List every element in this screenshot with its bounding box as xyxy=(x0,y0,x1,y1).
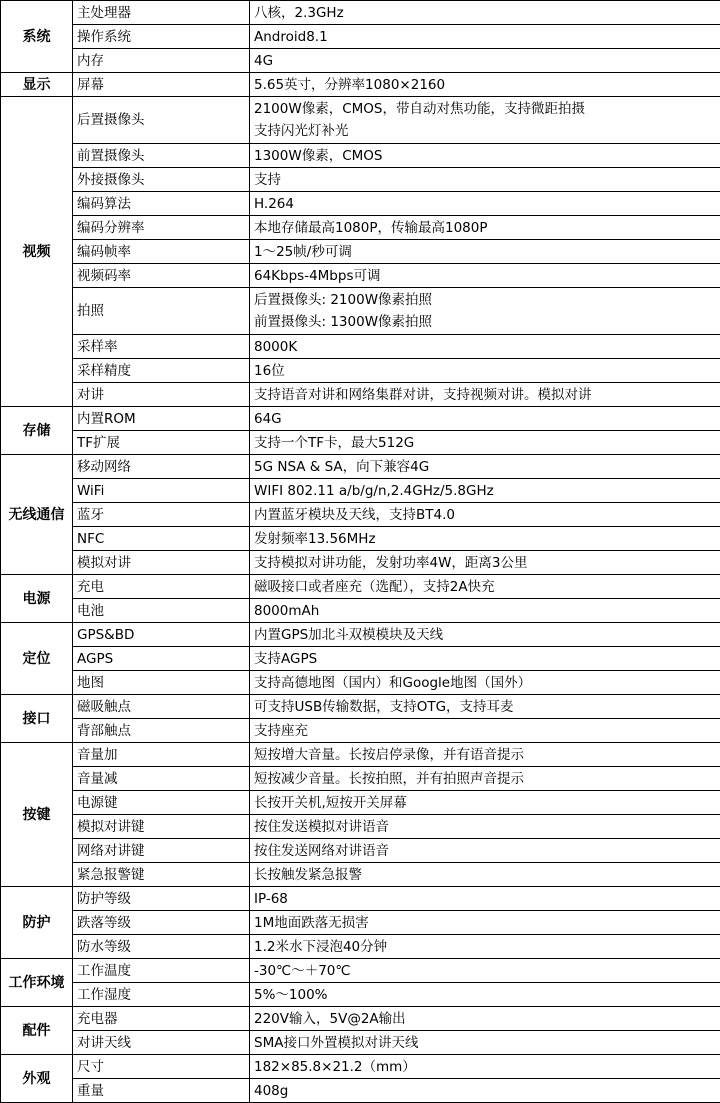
item-value-cell xyxy=(250,73,720,97)
spec-row xyxy=(1,935,720,959)
value-line: 5%～100% xyxy=(254,986,328,1003)
item-label-cell: 模拟对讲 xyxy=(73,551,250,575)
item-label-cell: TF扩展 xyxy=(73,431,250,455)
spec-row xyxy=(1,743,720,767)
category-cell: 显示 xyxy=(1,73,73,97)
spec-row xyxy=(1,623,720,647)
value-line: 1～25帧/秒可调 xyxy=(254,243,352,260)
item-value-cell xyxy=(250,671,720,695)
value-line: 支持语音对讲和网络集群对讲，支持视频对讲。模拟对讲 xyxy=(254,386,592,403)
item-value-cell xyxy=(250,1055,720,1079)
value-line: 5G NSA & SA，向下兼容4G xyxy=(254,458,430,475)
item-value-cell xyxy=(250,1079,720,1103)
item-value-cell xyxy=(250,1031,720,1055)
item-label-cell: AGPS xyxy=(73,647,250,671)
item-label-cell: 充电 xyxy=(73,575,250,599)
item-value-cell xyxy=(250,599,720,623)
item-label-cell: 音量减 xyxy=(73,767,250,791)
item-label-cell: 尺寸 xyxy=(73,1055,250,1079)
spec-row xyxy=(1,168,720,192)
item-label-cell: 蓝牙 xyxy=(73,503,250,527)
item-value-cell xyxy=(250,815,720,839)
item-value-cell xyxy=(250,1,720,25)
item-value-cell xyxy=(250,887,720,911)
item-label-cell: 工作温度 xyxy=(73,959,250,983)
item-value-cell xyxy=(250,863,720,887)
item-label-cell: NFC xyxy=(73,527,250,551)
category-cell: 按键 xyxy=(1,743,73,887)
value-line: 可支持USB传输数据，支持OTG，支持耳麦 xyxy=(254,698,514,715)
value-line: 长按开关机,短按开关屏幕 xyxy=(254,794,407,811)
spec-row xyxy=(1,1055,720,1079)
value-line: 发射频率13.56MHz xyxy=(254,530,376,547)
item-value-cell xyxy=(250,240,720,264)
category-cell: 接口 xyxy=(1,695,73,743)
item-label-cell: 防水等级 xyxy=(73,935,250,959)
item-value-cell xyxy=(250,25,720,49)
value-line: 支持 xyxy=(254,171,281,188)
item-label-cell: 电池 xyxy=(73,599,250,623)
item-value-cell xyxy=(250,1007,720,1031)
spec-row xyxy=(1,599,720,623)
spec-row xyxy=(1,73,720,97)
value-line: SMA接口外置模拟对讲天线 xyxy=(254,1034,419,1051)
value-line: 短按增大音量。长按启停录像，并有语音提示 xyxy=(254,746,524,763)
item-value-cell xyxy=(250,959,720,983)
spec-row xyxy=(1,479,720,503)
item-value-cell xyxy=(250,791,720,815)
value-line: H.264 xyxy=(254,195,294,212)
item-value-cell xyxy=(250,288,720,335)
value-line: 短按减少音量。长按拍照，并有拍照声音提示 xyxy=(254,770,524,787)
spec-row xyxy=(1,383,720,407)
value-line: IP-68 xyxy=(254,890,288,907)
spec-row xyxy=(1,1,720,25)
category-cell: 配件 xyxy=(1,1007,73,1055)
item-label-cell: 工作湿度 xyxy=(73,983,250,1007)
item-value-cell xyxy=(250,983,720,1007)
item-value-cell xyxy=(250,49,720,73)
spec-row xyxy=(1,767,720,791)
value-line: 2100W像素，CMOS，带自动对焦功能，支持微距拍摄 xyxy=(254,101,585,117)
spec-row xyxy=(1,1007,720,1031)
spec-row xyxy=(1,359,720,383)
value-line: 按住发送网络对讲语音 xyxy=(254,842,389,859)
item-label-cell: 操作系统 xyxy=(73,25,250,49)
value-line: 内置蓝牙模块及天线，支持BT4.0 xyxy=(254,506,455,523)
item-value-cell xyxy=(250,407,720,431)
value-line: 4G xyxy=(254,52,274,69)
spec-row xyxy=(1,959,720,983)
item-label-cell: 后置摄像头 xyxy=(73,97,250,144)
spec-row xyxy=(1,240,720,264)
item-value-cell xyxy=(250,216,720,240)
spec-row xyxy=(1,407,720,431)
value-line: 八核，2.3GHz xyxy=(254,4,344,21)
spec-row xyxy=(1,863,720,887)
item-value-cell xyxy=(250,575,720,599)
item-value-cell xyxy=(250,479,720,503)
item-value-cell xyxy=(250,743,720,767)
spec-row xyxy=(1,527,720,551)
category-cell: 系统 xyxy=(1,1,73,73)
item-label-cell: 采样精度 xyxy=(73,359,250,383)
category-cell: 存储 xyxy=(1,407,73,455)
spec-row xyxy=(1,503,720,527)
item-value-cell xyxy=(250,455,720,479)
item-label-cell: 模拟对讲键 xyxy=(73,815,250,839)
item-label-cell: 对讲 xyxy=(73,383,250,407)
item-value-cell xyxy=(250,839,720,863)
item-value-cell xyxy=(250,359,720,383)
spec-row xyxy=(1,1079,720,1103)
value-line: 按住发送模拟对讲语音 xyxy=(254,818,389,835)
item-value-cell xyxy=(250,623,720,647)
item-value-cell xyxy=(250,144,720,168)
value-line: 182×85.8×21.2（mm） xyxy=(254,1058,416,1075)
spec-table-body xyxy=(1,1,720,1103)
spec-row xyxy=(1,25,720,49)
value-line: 支持AGPS xyxy=(254,650,318,667)
value-line: 1300W像素，CMOS xyxy=(254,147,383,164)
value-line: 支持模拟对讲功能，发射功率4W，距离3公里 xyxy=(254,554,528,571)
item-label-cell: WiFi xyxy=(73,479,250,503)
item-label-cell: 移动网络 xyxy=(73,455,250,479)
value-line: 支持一个TF卡，最大512G xyxy=(254,434,415,451)
item-label-cell: 对讲天线 xyxy=(73,1031,250,1055)
item-value-cell xyxy=(250,168,720,192)
item-label-cell: 采样率 xyxy=(73,335,250,359)
value-line: 8000K xyxy=(254,338,298,355)
value-line: 支持高德地图（国内）和Google地图（国外） xyxy=(254,674,532,691)
item-value-cell xyxy=(250,192,720,216)
spec-row xyxy=(1,264,720,288)
item-value-cell xyxy=(250,551,720,575)
item-label-cell: 屏幕 xyxy=(73,73,250,97)
item-label-cell: 充电器 xyxy=(73,1007,250,1031)
item-value-cell xyxy=(250,431,720,455)
value-line: 本地存储最高1080P，传输最高1080P xyxy=(254,219,488,236)
item-label-cell: 重量 xyxy=(73,1079,250,1103)
item-label-cell: GPS&BD xyxy=(73,623,250,647)
value-line: 1.2米水下浸泡40分钟 xyxy=(254,938,388,955)
spec-row xyxy=(1,647,720,671)
item-label-cell: 拍照 xyxy=(73,288,250,335)
spec-row xyxy=(1,719,720,743)
item-label-cell: 电源键 xyxy=(73,791,250,815)
category-cell: 无线通信 xyxy=(1,455,73,575)
category-cell: 防护 xyxy=(1,887,73,959)
value-line: 64Kbps-4Mbps可调 xyxy=(254,267,381,284)
item-value-cell xyxy=(250,383,720,407)
spec-row xyxy=(1,983,720,1007)
value-line: 后置摄像头: 2100W像素拍照 xyxy=(254,292,433,308)
value-line: 408g xyxy=(254,1082,289,1099)
item-label-cell: 内置ROM xyxy=(73,407,250,431)
spec-row xyxy=(1,97,720,144)
spec-row xyxy=(1,431,720,455)
category-cell: 定位 xyxy=(1,623,73,695)
item-label-cell: 紧急报警键 xyxy=(73,863,250,887)
item-label-cell: 编码算法 xyxy=(73,192,250,216)
value-line: 64G xyxy=(254,410,282,427)
spec-row xyxy=(1,575,720,599)
item-label-cell: 外接摄像头 xyxy=(73,168,250,192)
value-line: 前置摄像头: 1300W像素拍照 xyxy=(254,314,433,330)
spec-row xyxy=(1,791,720,815)
spec-row xyxy=(1,1031,720,1055)
value-line: -30℃～＋70℃ xyxy=(254,962,351,979)
item-label-cell: 磁吸触点 xyxy=(73,695,250,719)
value-line: 1M地面跌落无损害 xyxy=(254,914,369,931)
item-label-cell: 视频码率 xyxy=(73,264,250,288)
spec-row xyxy=(1,49,720,73)
value-line: 长按触发紧急报警 xyxy=(254,866,362,883)
item-label-cell: 编码分辨率 xyxy=(73,216,250,240)
spec-row xyxy=(1,192,720,216)
spec-row xyxy=(1,216,720,240)
item-value-cell xyxy=(250,527,720,551)
item-value-cell xyxy=(250,767,720,791)
spec-row xyxy=(1,288,720,335)
value-line: 8000mAh xyxy=(254,602,320,619)
spec-row xyxy=(1,887,720,911)
item-label-cell: 编码帧率 xyxy=(73,240,250,264)
item-label-cell: 音量加 xyxy=(73,743,250,767)
spec-row xyxy=(1,839,720,863)
item-label-cell: 背部触点 xyxy=(73,719,250,743)
category-cell: 工作环境 xyxy=(1,959,73,1007)
item-label-cell: 前置摄像头 xyxy=(73,144,250,168)
spec-row xyxy=(1,911,720,935)
value-line: 支持座充 xyxy=(254,722,308,739)
spec-row xyxy=(1,695,720,719)
item-label-cell: 网络对讲键 xyxy=(73,839,250,863)
spec-row xyxy=(1,144,720,168)
item-value-cell xyxy=(250,264,720,288)
item-label-cell: 主处理器 xyxy=(73,1,250,25)
spec-row xyxy=(1,815,720,839)
item-value-cell xyxy=(250,911,720,935)
value-line: 5.65英寸，分辨率1080×2160 xyxy=(254,76,446,93)
item-value-cell xyxy=(250,695,720,719)
value-line: 磁吸接口或者座充（选配），支持2A快充 xyxy=(254,578,495,595)
spec-row xyxy=(1,455,720,479)
item-value-cell xyxy=(250,935,720,959)
item-label-cell: 地图 xyxy=(73,671,250,695)
value-line: WIFI 802.11 a/b/g/n,2.4GHz/5.8GHz xyxy=(254,482,494,499)
value-line: 220V输入，5V@2A输出 xyxy=(254,1010,406,1027)
spec-row xyxy=(1,335,720,359)
category-cell: 视频 xyxy=(1,97,73,407)
item-value-cell xyxy=(250,97,720,144)
value-line: 支持闪光灯补光 xyxy=(254,123,349,139)
category-cell: 电源 xyxy=(1,575,73,623)
item-value-cell xyxy=(250,503,720,527)
value-line: Android8.1 xyxy=(254,28,328,45)
item-value-cell xyxy=(250,719,720,743)
item-value-cell xyxy=(250,335,720,359)
category-cell: 外观 xyxy=(1,1055,73,1103)
spec-row xyxy=(1,671,720,695)
item-label-cell: 防护等级 xyxy=(73,887,250,911)
value-line: 内置GPS加北斗双模模块及天线 xyxy=(254,626,444,643)
spec-row xyxy=(1,551,720,575)
item-label-cell: 内存 xyxy=(73,49,250,73)
item-value-cell xyxy=(250,647,720,671)
value-line: 16位 xyxy=(254,362,285,379)
item-label-cell: 跌落等级 xyxy=(73,911,250,935)
